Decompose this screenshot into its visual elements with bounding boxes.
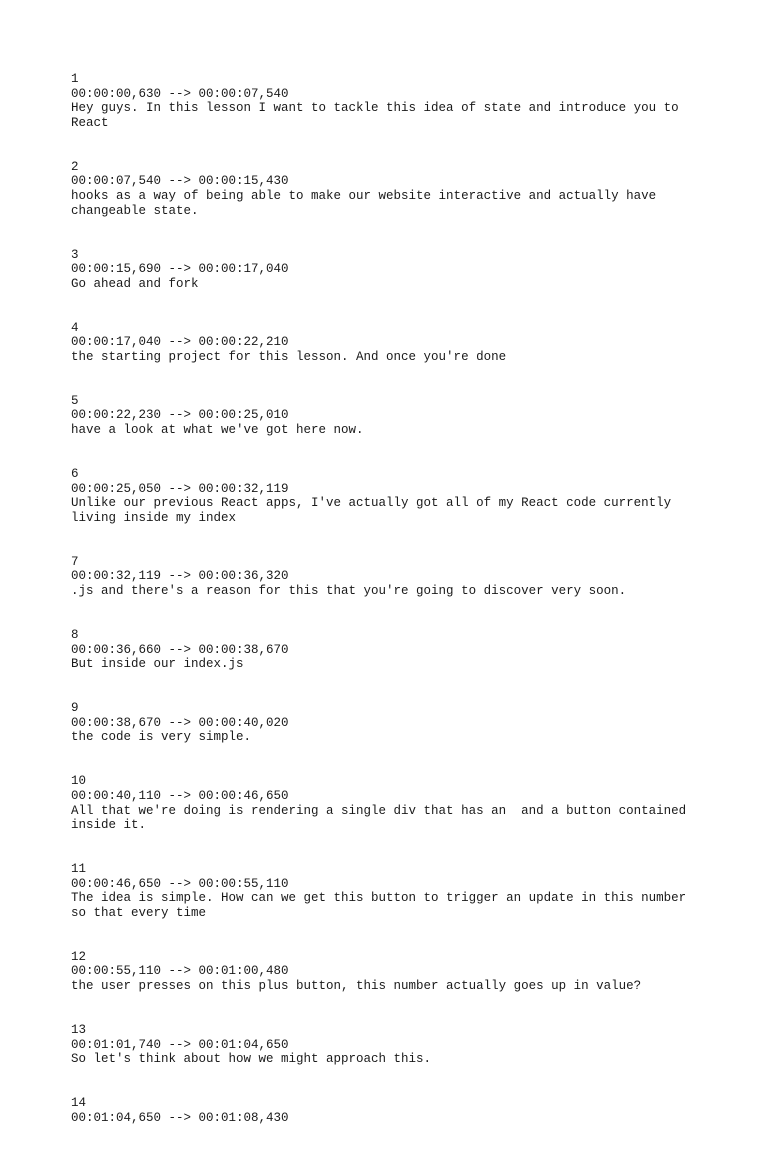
cue-timestamp: 00:00:32,119 --> 00:00:36,320 xyxy=(71,569,289,584)
subtitle-cue xyxy=(71,72,711,130)
cue-timestamp: 00:01:04,650 --> 00:01:08,430 xyxy=(71,1110,289,1125)
cue-index: 4 xyxy=(71,320,79,335)
cue-timestamp: 00:00:25,050 --> 00:00:32,119 xyxy=(71,481,289,496)
cue-timestamp: 00:00:55,110 --> 00:01:00,480 xyxy=(71,964,289,979)
cue-index: 6 xyxy=(71,467,79,482)
subtitle-cue xyxy=(71,701,711,745)
subtitle-cue xyxy=(71,774,711,832)
cue-index: 8 xyxy=(71,627,79,642)
cue-index: 14 xyxy=(71,1096,87,1111)
cue-text-line: inside it. xyxy=(71,818,147,833)
cue-text-line: .js and there's a reason for this that you're going to discover very soon. xyxy=(71,584,627,598)
cue-text-line: All that we're doing is rendering a single div that has an and a button contained xyxy=(71,803,687,818)
cue-text-line: So let's think about how we might approach this. xyxy=(71,1052,432,1067)
subtitle-cue xyxy=(71,862,711,920)
cue-text-line: the user presses on this plus button, this number actually goes up in value? xyxy=(71,979,642,994)
subtitle-cue xyxy=(71,160,711,218)
cue-text-line: Hey guys. In this lesson I want to tackle this idea of state and introduce you to xyxy=(71,101,679,116)
cue-index: 5 xyxy=(71,393,79,408)
cue-timestamp: 00:01:01,740 --> 00:01:04,650 xyxy=(71,1037,289,1052)
cue-timestamp: 00:00:36,660 --> 00:00:38,670 xyxy=(71,642,289,657)
cue-text-line: changeable state. xyxy=(71,203,199,218)
cue-index: 3 xyxy=(71,247,79,262)
cue-index: 13 xyxy=(71,1023,87,1038)
cue-timestamp: 00:00:40,110 --> 00:00:46,650 xyxy=(71,788,289,803)
cue-index: 2 xyxy=(71,159,79,174)
cue-text-line: the starting project for this lesson. And once you're done xyxy=(71,349,507,364)
subtitle-cue xyxy=(71,394,711,438)
cue-index: 9 xyxy=(71,701,79,716)
subtitle-cue xyxy=(71,628,711,672)
cue-text-line: living inside my index xyxy=(71,510,237,525)
cue-text-line: React xyxy=(71,115,109,130)
cue-text-line: Go ahead and fork xyxy=(71,276,199,291)
subtitle-document xyxy=(71,72,711,1155)
subtitle-cue xyxy=(71,1096,711,1125)
cue-text-line: hooks as a way of being able to make our website interactive and actually have xyxy=(71,188,657,203)
cue-timestamp: 00:00:00,630 --> 00:00:07,540 xyxy=(71,86,289,101)
cue-timestamp: 00:00:22,230 --> 00:00:25,010 xyxy=(71,408,289,423)
cue-timestamp: 00:00:15,690 --> 00:00:17,040 xyxy=(71,262,289,277)
subtitle-cue xyxy=(71,321,711,365)
cue-text-line: But inside our index.js xyxy=(71,657,244,672)
subtitle-cue xyxy=(71,950,711,994)
cue-index: 10 xyxy=(71,774,87,789)
cue-text-line: have a look at what we've got here now. xyxy=(71,423,364,438)
cue-text-line: the code is very simple. xyxy=(71,730,252,745)
cue-text-line: so that every time xyxy=(71,905,207,920)
cue-index: 1 xyxy=(71,72,79,86)
subtitle-cue xyxy=(71,248,711,292)
cue-index: 7 xyxy=(71,554,79,569)
cue-index: 12 xyxy=(71,949,87,964)
cue-timestamp: 00:00:07,540 --> 00:00:15,430 xyxy=(71,174,289,189)
subtitle-cue xyxy=(71,555,711,599)
cue-text-line: The idea is simple. How can we get this button to trigger an update in this number xyxy=(71,891,687,906)
cue-timestamp: 00:00:17,040 --> 00:00:22,210 xyxy=(71,335,289,350)
subtitle-cue xyxy=(71,467,711,525)
cue-timestamp: 00:00:38,670 --> 00:00:40,020 xyxy=(71,715,289,730)
cue-index: 11 xyxy=(71,862,87,877)
cue-timestamp: 00:00:46,650 --> 00:00:55,110 xyxy=(71,876,289,891)
cue-text-line: Unlike our previous React apps, I've actually got all of my React code currently xyxy=(71,496,672,511)
subtitle-cue xyxy=(71,1023,711,1067)
